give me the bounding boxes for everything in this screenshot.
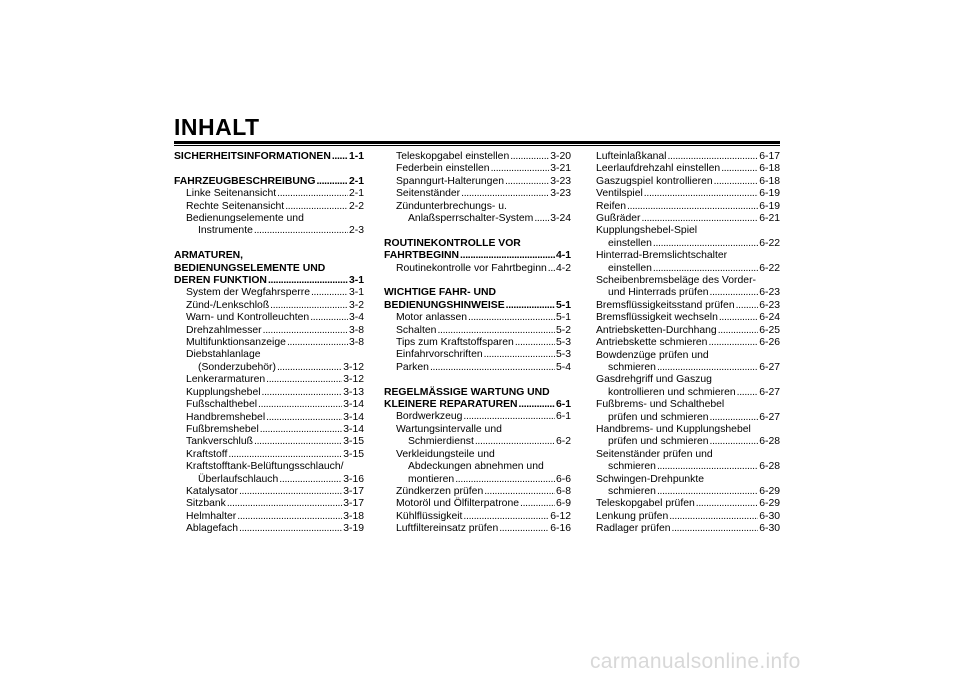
toc-entry[interactable]: Schalten . . . 5-2	[384, 325, 571, 337]
toc-entry-line: Diebstahlanlage	[186, 349, 261, 361]
toc-entry[interactable]: Motoröl und Ölfilterpatrone . . . 6-9	[384, 498, 571, 510]
toc-column-2	[384, 151, 571, 536]
toc-section-heading[interactable]: KLEINERE REPARATUREN . . . 6-1	[384, 399, 571, 411]
toc-entry-line: Schwingen-Drehpunkte	[596, 473, 705, 485]
toc-entry[interactable]: prüfen und schmieren . . . 6-27	[596, 412, 780, 424]
toc-entry[interactable]: Federbein einstellen . . . 3-21	[384, 163, 571, 175]
toc-entry[interactable]: System der Wegfahrsperre . . . 3-1	[174, 287, 364, 299]
toc-entry[interactable]: schmieren . . . 6-29	[596, 486, 780, 498]
toc-entry[interactable]: Luftfiltereinsatz prüfen . . . 6-16	[384, 523, 571, 535]
toc-entry[interactable]: Bremsflüssigkeitsstand prüfen . . . 6-23	[596, 300, 780, 312]
toc-entry-line: Handbrems- und Kupplungshebel	[596, 423, 751, 435]
toc-entry[interactable]: Rechte Seitenansicht . . . 2-2	[174, 201, 364, 213]
toc-entry[interactable]: Routinekontrolle vor Fahrtbeginn . . . 4-2	[384, 263, 571, 275]
toc-entry-line: Gasdrehgriff und Gaszug	[596, 374, 712, 386]
toc-entry[interactable]: Drehzahlmesser . . . 3-8	[174, 325, 364, 337]
toc-entry[interactable]: Warn- und Kontrolleuchten . . . 3-4	[174, 312, 364, 324]
toc-entry[interactable]: Lufteinlaßkanal . . . 6-17	[596, 151, 780, 163]
toc-entry[interactable]: Spanngurt-Halterungen . . . 3-23	[384, 176, 571, 188]
toc-entry[interactable]: Bordwerkzeug . . . 6-1	[384, 411, 571, 423]
title-rule	[174, 141, 780, 144]
toc-section-heading[interactable]: DEREN FUNKTION . . . 3-1	[174, 275, 364, 287]
toc-entry[interactable]: schmieren . . . 6-28	[596, 461, 780, 473]
toc-section-heading-line: BEDIENUNGSELEMENTE UND	[174, 262, 326, 274]
toc-entry[interactable]: einstellen . . . 6-22	[596, 238, 780, 250]
toc-column-1	[174, 151, 364, 536]
toc-entry[interactable]: Anlaßsperrschalter-System . . . 3-24	[384, 213, 571, 225]
toc-entry[interactable]: Multifunktionsanzeige . . . 3-8	[174, 337, 364, 349]
toc-entry[interactable]: Antriebsketten-Durchhang . . . 6-25	[596, 325, 780, 337]
toc-entry[interactable]: Fußschalthebel . . . 3-14	[174, 399, 364, 411]
watermark: carmanualsonline.info	[590, 650, 801, 673]
toc-entry[interactable]: Überlaufschlauch . . . 3-16	[174, 474, 364, 486]
toc-entry[interactable]: Teleskopgabel prüfen . . . 6-29	[596, 498, 780, 510]
toc-entry[interactable]: Bremsflüssigkeit wechseln . . . 6-24	[596, 312, 780, 324]
toc-entry[interactable]: kontrollieren und schmieren . . . 6-27	[596, 387, 780, 399]
toc-entry[interactable]: (Sonderzubehör) . . . 3-12	[174, 362, 364, 374]
toc-entry[interactable]: Fußbremshebel . . . 3-14	[174, 424, 364, 436]
toc-entry[interactable]: Seitenständer . . . 3-23	[384, 188, 571, 200]
toc-entry[interactable]: prüfen und schmieren . . . 6-28	[596, 436, 780, 448]
toc-entry[interactable]: Tips zum Kraftstoffsparen . . . 5-3	[384, 337, 571, 349]
toc-entry-line: Zündunterbrechungs- u.	[396, 200, 507, 212]
toc-entry-line: Fußbrems- und Schalthebel	[596, 399, 725, 411]
toc-entry[interactable]: Schmierdienst . . . 6-2	[384, 436, 571, 448]
toc-entry[interactable]: Motor anlassen . . . 5-1	[384, 312, 571, 324]
toc-entry[interactable]: Helmhalter . . . 3-18	[174, 511, 364, 523]
title-rule-thin	[174, 145, 780, 146]
toc-entry[interactable]: Kraftstoff . . . 3-15	[174, 449, 364, 461]
toc-entry[interactable]: Teleskopgabel einstellen . . . 3-20	[384, 151, 571, 163]
toc-entry[interactable]: Leerlaufdrehzahl einstellen . . . 6-18	[596, 163, 780, 175]
toc-section-heading-line: ARMATUREN,	[174, 250, 244, 262]
toc-entry[interactable]: Radlager prüfen . . . 6-30	[596, 523, 780, 535]
toc-section-heading-line: WICHTIGE FAHR- UND	[384, 287, 496, 299]
toc-section-heading-line: REGELMÄSSIGE WARTUNG UND	[384, 386, 550, 398]
toc-entry[interactable]: montieren . . . 6-6	[384, 474, 571, 486]
toc-entry[interactable]: Lenkung prüfen . . . 6-30	[596, 511, 780, 523]
toc-entry[interactable]: schmieren . . . 6-27	[596, 362, 780, 374]
toc-entry[interactable]: Sitzbank . . . 3-17	[174, 498, 364, 510]
toc-entry[interactable]: Parken . . . 5-4	[384, 362, 571, 374]
toc-entry[interactable]: Einfahrvorschriften . . . 5-3	[384, 349, 571, 361]
toc-section-heading[interactable]: BEDIENUNGSHINWEISE . . . 5-1	[384, 300, 571, 312]
toc-entry[interactable]: Katalysator . . . 3-17	[174, 486, 364, 498]
toc-entry-line: Bowdenzüge prüfen und	[596, 349, 709, 361]
toc-section-heading[interactable]: FAHRZEUGBESCHREIBUNG . . . 2-1	[174, 176, 364, 188]
toc-section-heading-line: ROUTINEKONTROLLE VOR	[384, 237, 521, 249]
toc-entry[interactable]: Reifen . . . 6-19	[596, 201, 780, 213]
toc-entry-line: Wartungsintervalle und	[396, 423, 502, 435]
toc-entry[interactable]: Antriebskette schmieren . . . 6-26	[596, 337, 780, 349]
toc-entry[interactable]: Kupplungshebel . . . 3-13	[174, 387, 364, 399]
toc-entry[interactable]: Linke Seitenansicht . . . 2-1	[174, 188, 364, 200]
toc-entry-line: Verkleidungsteile und	[396, 448, 495, 460]
toc-entry[interactable]: Gußräder . . . 6-21	[596, 213, 780, 225]
toc-entry-line: Scheibenbremsbeläge des Vorder-	[596, 275, 756, 287]
toc-entry-line: Bedienungselemente und	[186, 213, 304, 225]
toc-section-heading[interactable]: FAHRTBEGINN . . . 4-1	[384, 250, 571, 262]
toc-section-heading[interactable]: SICHERHEITSINFORMATIONEN . . . 1-1	[174, 151, 364, 163]
toc-entry[interactable]: Gaszugspiel kontrollieren . . . 6-18	[596, 176, 780, 188]
toc-entry[interactable]: Kühlflüssigkeit . . . 6-12	[384, 511, 571, 523]
toc-entry[interactable]: einstellen . . . 6-22	[596, 263, 780, 275]
toc-entry[interactable]: Zündkerzen prüfen . . . 6-8	[384, 486, 571, 498]
toc-entry[interactable]: Instrumente . . . 2-3	[174, 225, 364, 237]
toc-entry-line: Abdeckungen abnehmen und	[408, 461, 544, 473]
toc-entry-line: Kupplungshebel-Spiel	[596, 225, 698, 237]
toc-entry-line: Seitenständer prüfen und	[596, 448, 713, 460]
toc-entry[interactable]: Lenkerarmaturen . . . 3-12	[174, 374, 364, 386]
toc-entry-line: Hinterrad-Bremslichtschalter	[596, 250, 728, 262]
toc-entry[interactable]: Ventilspiel . . . 6-19	[596, 188, 780, 200]
toc-entry[interactable]: Tankverschluß . . . 3-15	[174, 436, 364, 448]
toc-entry[interactable]: Handbremshebel . . . 3-14	[174, 412, 364, 424]
toc-entry[interactable]: Zünd-/Lenkschloß . . . 3-2	[174, 300, 364, 312]
toc-column-3	[596, 151, 780, 536]
toc-entry[interactable]: und Hinterrads prüfen . . . 6-23	[596, 287, 780, 299]
page-title: INHALT	[174, 114, 260, 140]
toc-entry[interactable]: Ablagefach . . . 3-19	[174, 523, 364, 535]
toc-entry-line: Kraftstofftank-Belüftungsschlauch/	[186, 461, 344, 473]
